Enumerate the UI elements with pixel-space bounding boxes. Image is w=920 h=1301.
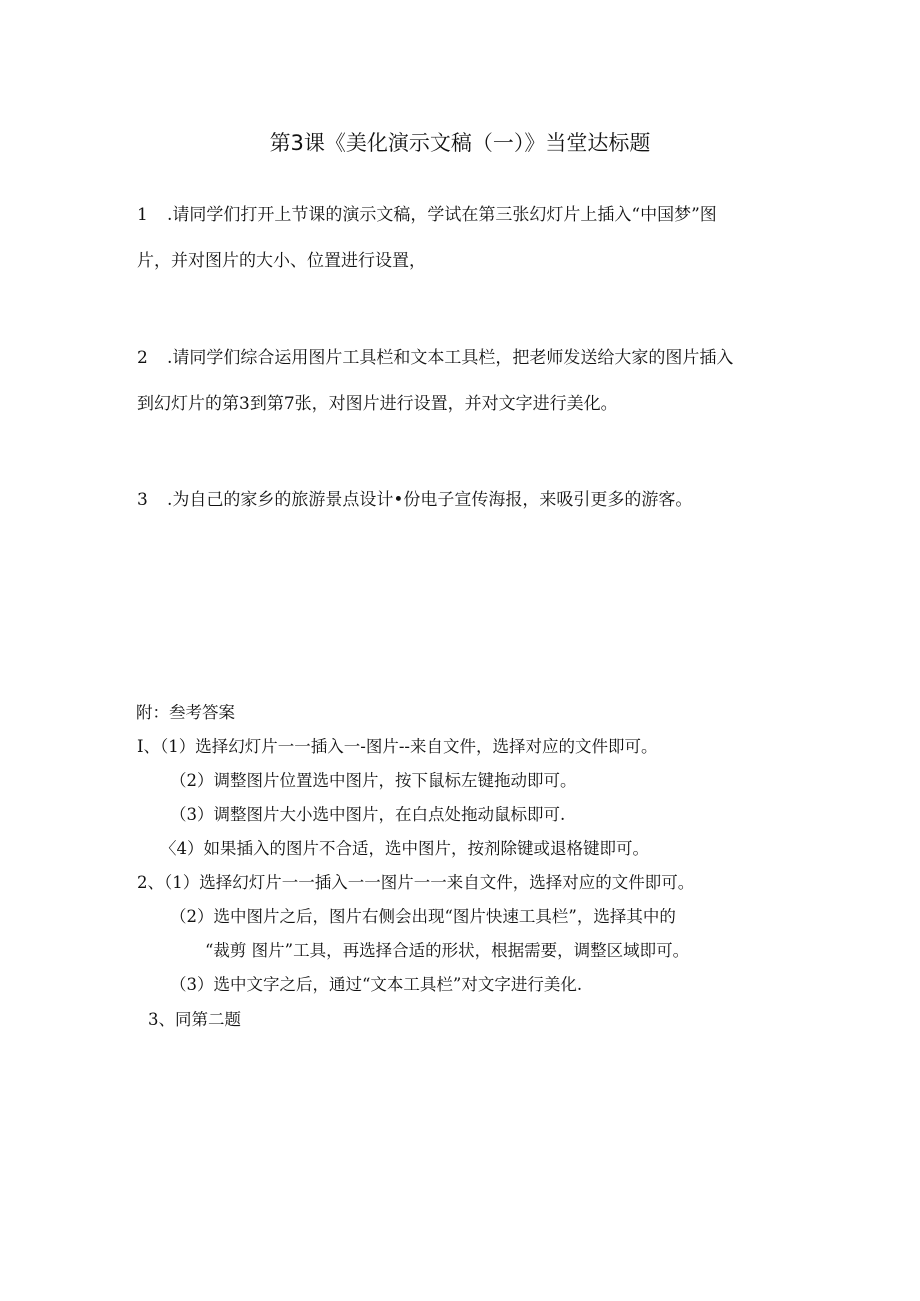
question-2-line-1 — [137, 341, 787, 375]
page-title: 第3课《美化演示文稿（一）》当堂达标题 — [269, 131, 651, 155]
question-text: .为自己的家乡的旅游景点设计•份电子宣传海报，来吸引更多的游客。 — [167, 490, 693, 510]
question-3-line-1 — [137, 483, 787, 517]
question-text: .请同学们打开上节课的演示文稿，学试在第三张幻灯片上插入“中国梦”图 — [167, 205, 717, 225]
answers-heading: 附：叁考答案 — [136, 703, 235, 722]
question-1 — [137, 198, 787, 278]
question-number: 2 — [137, 348, 148, 368]
answer-line: I、（1）选择幻灯片一一插入一-图片--来自文件，选择对应的文件即可。 — [137, 737, 658, 756]
answer-line: 〈4）如果插入的图片不合适，选中图片，按剂除键或退格键即可。 — [160, 839, 649, 858]
question-1-line-1 — [137, 198, 787, 232]
question-3 — [137, 483, 787, 517]
question-1-line-2: 片，并对图片的大小、位置进行设置， — [137, 251, 426, 271]
question-2 — [137, 341, 787, 421]
answer-line: 2、（1）选择幻灯片一一插入一一图片一一来自文件，选择对应的文件即可。 — [137, 873, 695, 892]
answer-line: 3、同第二题 — [148, 1010, 241, 1029]
question-2-line-2: 到幻灯片的第3到第7张，对图片进行设置，并对文字进行美化。 — [137, 394, 618, 414]
answer-line: （2）选中图片之后，图片右侧会出现“图片快速工具栏”，选择其中的 — [170, 907, 676, 926]
answer-line: （3）选中文字之后，通过“文本工具栏”对文字进行美化. — [170, 975, 583, 994]
question-number: 1 — [137, 205, 148, 225]
answer-line: （2）调整图片位置选中图片，按下鼠标左键拖动即可。 — [170, 771, 577, 790]
question-text: .请同学们综合运用图片工具栏和文本工具栏，把老师发送给大家的图片插入 — [167, 348, 734, 368]
question-number: 3 — [137, 490, 148, 510]
answer-line: （3）调整图片大小选中图片，在白点处拖动鼠标即可. — [170, 805, 566, 824]
answer-line: “裁剪 图片”工具，再选择合适的形状，根据需要，调整区域即可。 — [205, 941, 690, 960]
